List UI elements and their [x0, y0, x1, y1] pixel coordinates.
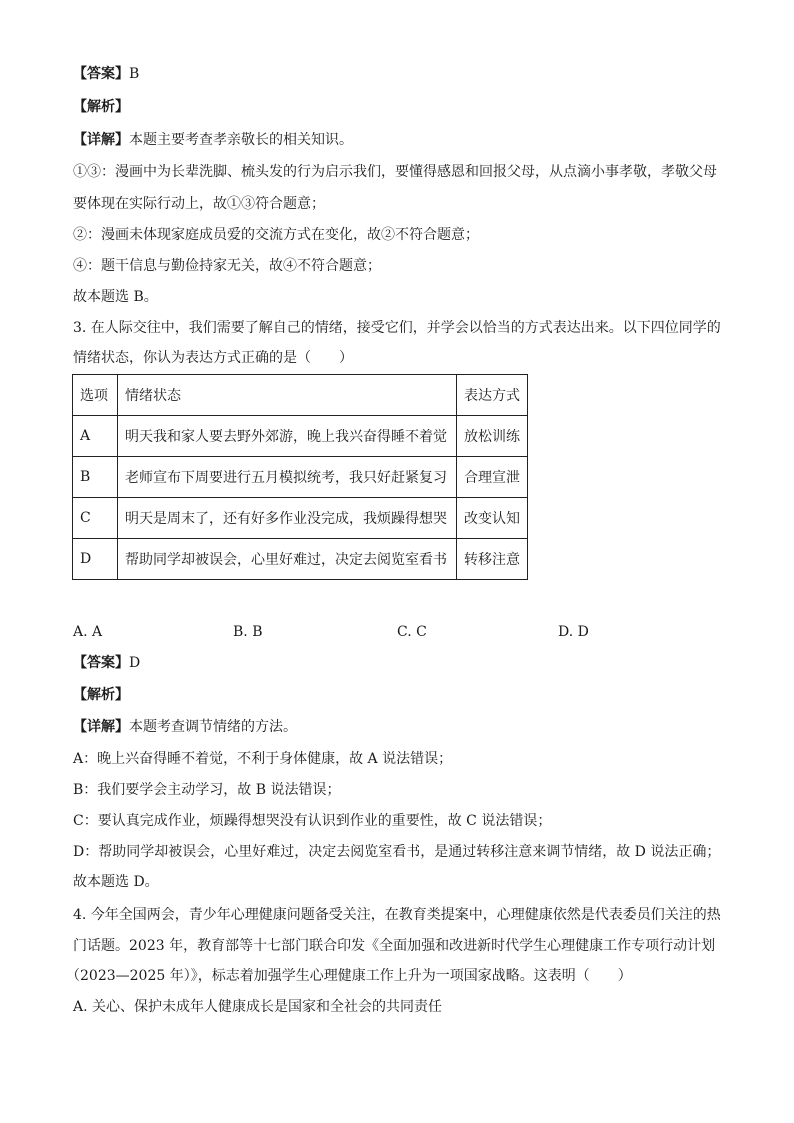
emotion-table: [72, 374, 528, 580]
answer-tag: 【答案】: [73, 655, 129, 671]
question-stem: 情绪状态，你认为表达方式正确的是（ ）: [73, 350, 353, 366]
detail-text: 本题考查调节情绪的方法。: [129, 719, 297, 735]
option-b: B. B: [233, 624, 263, 640]
table-header: 表达方式: [457, 375, 528, 416]
question-stem: 4. 今年全国两会，青少年心理健康问题备受关注，在教育类提案中，心理健康依然是代表委员们关注的热: [73, 907, 721, 923]
analysis-line: 故本题选 B。: [73, 289, 158, 305]
table-row: [73, 539, 528, 580]
analysis-line: 要体现在实际行动上，故①③符合题意；: [73, 196, 325, 212]
table-row: [73, 416, 528, 457]
table-cell: 明天是周末了，还有好多作业没完成，我烦躁得想哭: [118, 498, 457, 539]
table-cell: D: [73, 539, 118, 580]
analysis-line: C：要认真完成作业，烦躁得想哭没有认识到作业的重要性，故 C 说法错误；: [73, 813, 552, 829]
option-a: A. 关心、保护未成年人健康成长是国家和全社会的共同责任: [73, 999, 443, 1015]
table-cell: 放松训练: [457, 416, 528, 457]
analysis-line: ①③：漫画中为长辈洗脚、梳头发的行为启示我们，要懂得感恩和回报父母，从点滴小事孝敬，孝敬父母: [73, 164, 717, 180]
analysis-line: A：晚上兴奋得睡不着觉，不利于身体健康，故 A 说法错误；: [73, 751, 453, 767]
answer-tag: 【答案】: [73, 66, 129, 82]
table-header-row: [73, 375, 528, 416]
detail-text: 本题主要考查孝亲敬长的相关知识。: [129, 132, 353, 148]
table-row: [73, 457, 528, 498]
table-cell: 帮助同学却被误会，心里好难过，决定去阅览室看书: [118, 539, 457, 580]
table-row: [73, 498, 528, 539]
option-c: C. C: [397, 624, 427, 640]
answer-value: D: [129, 655, 141, 671]
option-d: D. D: [558, 624, 589, 640]
table-cell: B: [73, 457, 118, 498]
analysis-tag: 【解析】: [73, 687, 129, 703]
answer-line: [73, 653, 140, 673]
analysis-tag: 【解析】: [73, 99, 129, 115]
table-header: 选项: [73, 375, 118, 416]
detail-tag: 【详解】: [73, 719, 129, 735]
table-cell: A: [73, 416, 118, 457]
analysis-line: D：帮助同学却被误会，心里好难过，决定去阅览室看书，是通过转移注意来调节情绪，故 D 说法正确；: [73, 844, 721, 860]
table-cell: 改变认知: [457, 498, 528, 539]
analysis-line: 故本题选 D。: [73, 874, 159, 890]
question-stem: 3. 在人际交往中，我们需要了解自己的情绪，接受它们，并学会以恰当的方式表达出来。以下四位同学的: [73, 320, 721, 336]
question-stem: 门话题。2023 年，教育部等十七部门联合印发《全面加强和改进新时代学生心理健康工作专项行动计划: [73, 938, 716, 954]
detail-line: [73, 130, 353, 150]
table-cell: 明天我和家人要去野外郊游，晚上我兴奋得睡不着觉: [118, 416, 457, 457]
detail-line: [73, 717, 297, 737]
option-a: A. A: [73, 624, 103, 640]
table-header: 情绪状态: [118, 375, 457, 416]
analysis-line: B：我们要学会主动学习，故 B 说法错误；: [73, 782, 341, 798]
table-cell: 转移注意: [457, 539, 528, 580]
answer-line: [73, 64, 139, 84]
analysis-line: ④：题干信息与勤俭持家无关，故④不符合题意；: [73, 258, 381, 274]
table-cell: 合理宣泄: [457, 457, 528, 498]
analysis-line: ②：漫画未体现家庭成员爱的交流方式在变化，故②不符合题意；: [73, 227, 479, 243]
detail-tag: 【详解】: [73, 132, 129, 148]
table-cell: 老师宣布下周要进行五月模拟统考，我只好赶紧复习: [118, 457, 457, 498]
question-stem: （2023—2025 年）》，标志着加强学生心理健康工作上升为一项国家战略。这表明（ ）: [66, 968, 632, 984]
answer-value: B: [129, 66, 140, 82]
table-cell: C: [73, 498, 118, 539]
